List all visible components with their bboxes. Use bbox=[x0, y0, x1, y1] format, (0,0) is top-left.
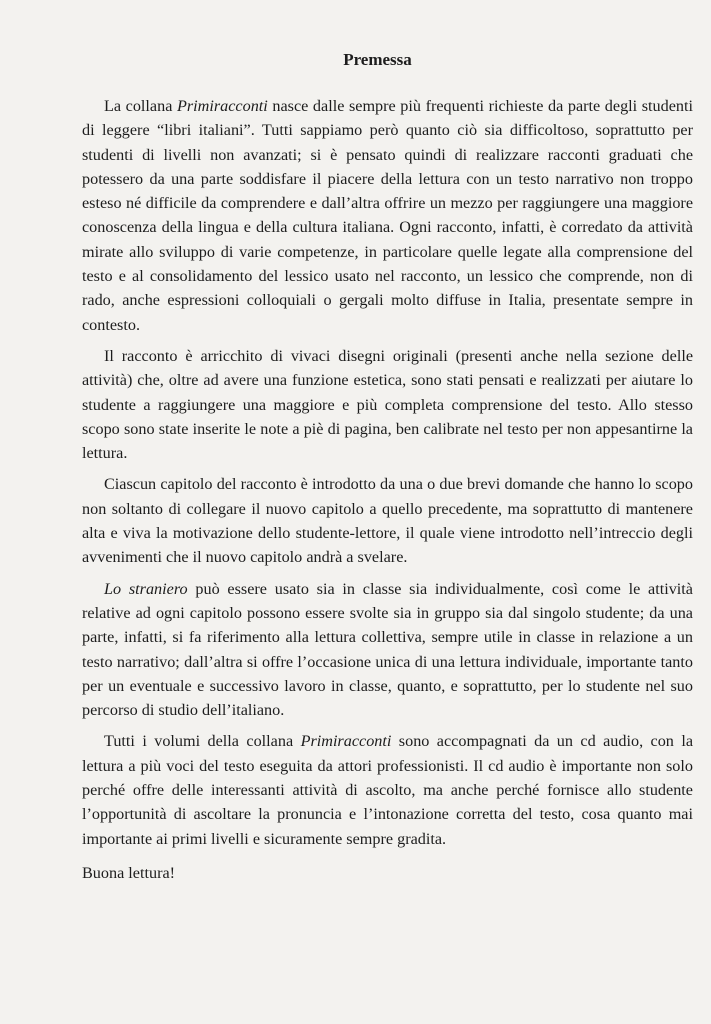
paragraph-4-text: può essere usato sia in classe sia individualmente, così come le attività relative ad ogni capitolo possono essere svolte sia in gruppo sia dal singolo studente; da una parte, infatti, si fa riferimento alla lettura collettiva, sempre utile in classe in relazione a un testo narrativo; dall’altra si offre l’occasione unica di una lettura individuale, importante tanto per un eventuale e successivo lavoro in classe, quanto, e soprattutto, per lo studente nel suo percorso di studio dell’italiano. bbox=[82, 579, 693, 720]
paragraph-3-text: Ciascun capitolo del racconto è introdotto da una o due brevi domande che hanno lo scopo non soltanto di collegare il nuovo capitolo a quello precedente, ma soprattutto di mantenere alta e viva la motivazione dello studente-lettore, il quale viene introdotto nell’intreccio degli avvenimenti che il nuovo capitolo andrà a svelare. bbox=[82, 475, 693, 567]
closing-line: Buona lettura! bbox=[82, 863, 176, 882]
paragraph-5 bbox=[82, 729, 693, 850]
paragraph-4 bbox=[82, 577, 693, 723]
paragraph-2-text: Il racconto è arricchito di vivaci disegni originali (presenti anche nella sezione delle attività) che, oltre ad avere una funzione estetica, sono stati pensati e realizzati per aiutare lo studente a raggiungere una maggiore e più completa comprensione del testo. Allo stesso scopo sono state inserite le note a piè di pagina, ben calibrate nel testo per non appesantirne la lettura. bbox=[82, 346, 693, 463]
paragraph-1-prefix: La collana bbox=[104, 97, 177, 115]
series-title-italic-2: Primiracconti bbox=[300, 732, 392, 751]
series-title-italic: Primiracconti bbox=[176, 97, 268, 115]
paragraph-1-text: nasce dalle sempre più frequenti richieste da parte degli studenti di leggere “libri italiani”. Tutti sappiamo però quanto ciò sia difficoltoso, soprattutto per studenti di livelli non avanzati; si è pensato quindi di realizzare racconti graduati che potessero da una parte soddisfare il piacere della lettura con un testo narrativo non troppo esteso né difficile da comprendere e dall’altra offrire un mezzo per raggiungere una maggiore conoscenza della lingua e della cultura italiana. Ogni racconto, infatti, è corredato da attività mirate allo sviluppo di varie competenze, in particolare quelle legate alla comprensione del testo e al consolidamento del lessico usato nel racconto, un lessico che comprende, non di rado, anche espressioni colloquiali o gergali molto diffuse in Italia, presentate sempre in contesto. bbox=[82, 97, 693, 334]
paragraph-1 bbox=[82, 94, 693, 337]
paragraph-3 bbox=[82, 472, 693, 569]
book-title-italic: Lo straniero bbox=[104, 579, 188, 598]
paragraph-2 bbox=[82, 344, 693, 465]
paragraph-5-text: sono accompagnati da un cd audio, con la lettura a più voci del testo eseguita da attori professionisti. Il cd audio è importante non solo perché offre delle interessanti attività di ascolto, ma anche perché fornisce allo studente l’opportunità di ascoltare la pronuncia e l’intonazione corretta del testo, cosa quanto mai importante ai primi livelli e sicuramente sempre gradita. bbox=[82, 732, 694, 848]
page-title: Premessa bbox=[343, 50, 412, 69]
paragraph-5-prefix: Tutti i volumi della collana bbox=[104, 732, 301, 751]
